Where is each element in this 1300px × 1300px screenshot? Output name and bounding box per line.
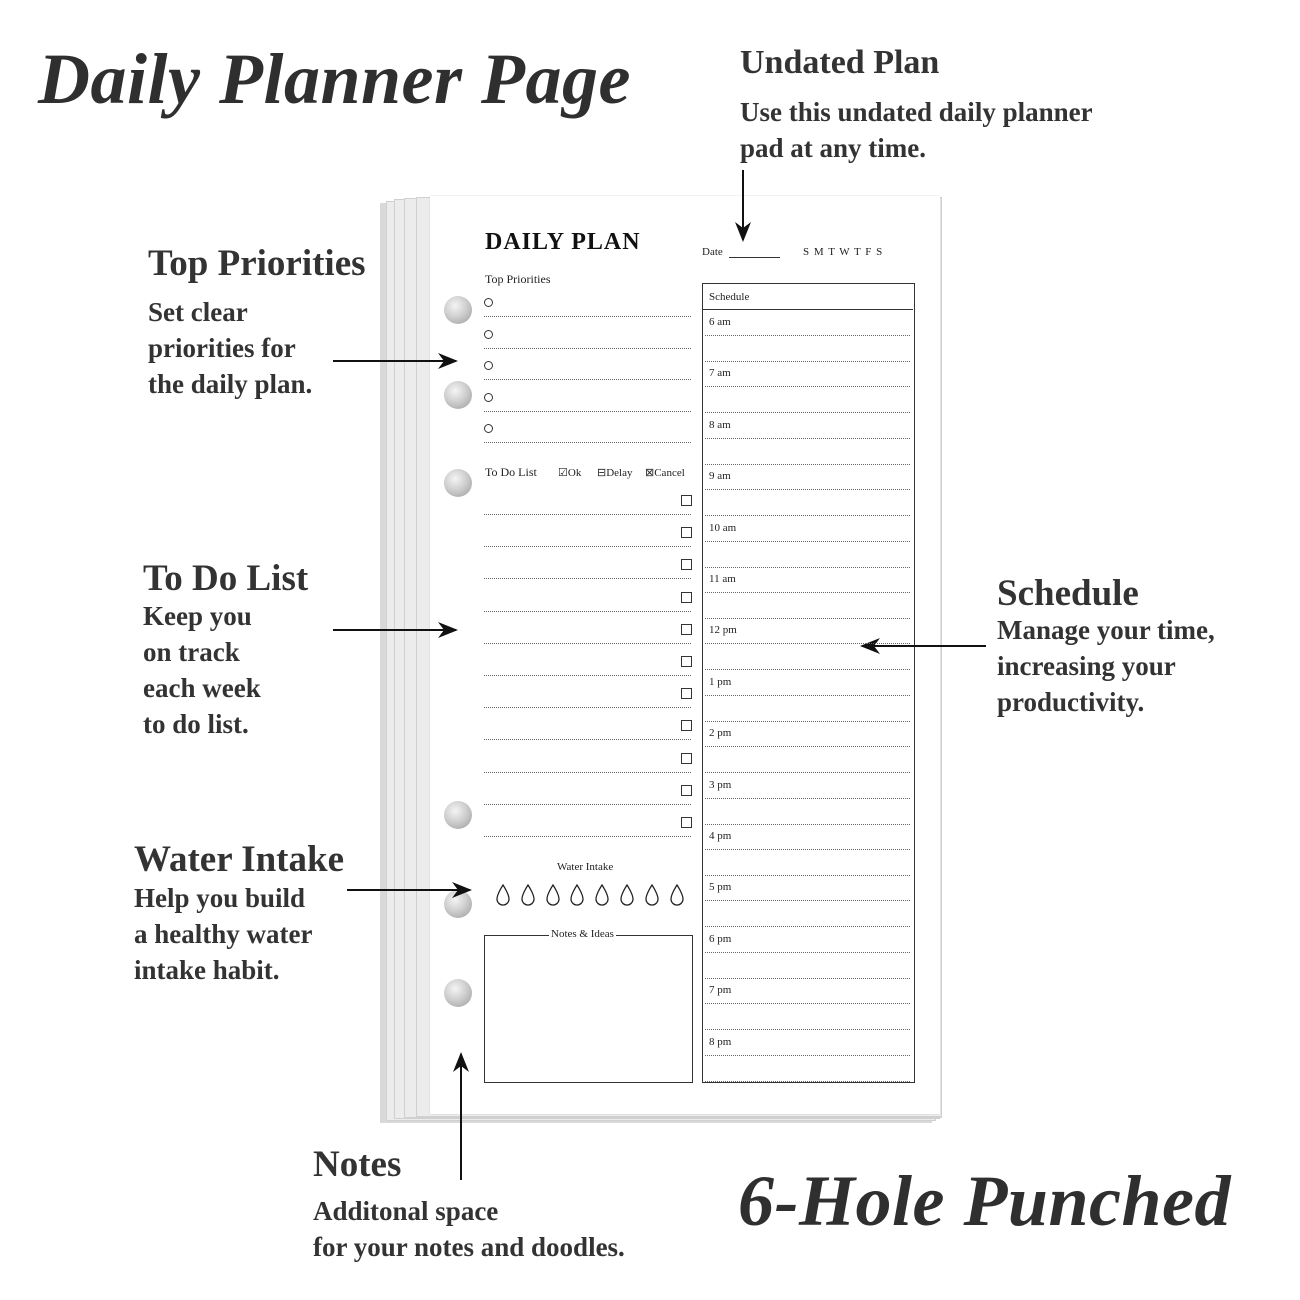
schedule-hour-label: 3 pm xyxy=(709,778,732,791)
todo-line[interactable] xyxy=(484,578,691,579)
schedule-line[interactable] xyxy=(705,798,910,799)
water-line-3: intake habit. xyxy=(134,955,280,985)
water-drop-icon[interactable] xyxy=(495,884,511,907)
schedule-line[interactable] xyxy=(705,978,910,979)
todo-line[interactable] xyxy=(484,675,691,676)
schedule-line-2: increasing your xyxy=(997,651,1176,681)
todo-line[interactable] xyxy=(484,836,691,837)
date-label: Date xyxy=(702,246,723,258)
schedule-line-3: productivity. xyxy=(997,687,1145,717)
schedule-line[interactable] xyxy=(705,386,910,387)
legend-cancel-label: Cancel xyxy=(654,467,685,479)
schedule-line[interactable] xyxy=(705,900,910,901)
todo-line[interactable] xyxy=(484,611,691,612)
priority-bullet xyxy=(484,298,493,307)
notes-label: Notes & Ideas xyxy=(551,928,614,940)
legend-delay: ⊟Delay xyxy=(597,467,633,479)
todo-checkbox[interactable] xyxy=(681,527,692,538)
schedule-line[interactable] xyxy=(705,1081,910,1082)
priorities-line-3: the daily plan. xyxy=(148,369,313,399)
todo-checkbox[interactable] xyxy=(681,495,692,506)
schedule-hour-label: 6 am xyxy=(709,316,731,328)
todo-line[interactable] xyxy=(484,643,691,644)
schedule-line[interactable] xyxy=(705,824,910,825)
schedule-line[interactable] xyxy=(705,926,910,927)
water-heading: Water Intake xyxy=(134,839,345,880)
undated-line-1: Use this undated daily planner xyxy=(740,97,1093,127)
schedule-hour-label: 10 am xyxy=(709,521,737,534)
todo-checkbox[interactable] xyxy=(681,720,692,731)
priorities-line-2: priorities for xyxy=(148,333,296,363)
priorities-heading: Top Priorities xyxy=(148,243,366,284)
water-line-2: a healthy water xyxy=(134,919,313,949)
schedule-line[interactable] xyxy=(705,695,910,696)
schedule-line[interactable] xyxy=(705,746,910,747)
todo-heading: To Do List xyxy=(143,558,309,599)
schedule-line[interactable] xyxy=(705,952,910,953)
water-drop-icon[interactable] xyxy=(545,884,561,907)
todo-line[interactable] xyxy=(484,707,691,708)
todo-checkbox[interactable] xyxy=(681,817,692,828)
schedule-line[interactable] xyxy=(705,849,910,850)
priority-bullet xyxy=(484,330,493,339)
schedule-label: Schedule xyxy=(709,291,750,303)
todo-line[interactable] xyxy=(484,804,691,805)
schedule-line[interactable] xyxy=(705,1029,910,1030)
priority-bullet xyxy=(484,361,493,370)
legend-delay-label: Delay xyxy=(606,467,633,479)
notes-line-2: for your notes and doodles. xyxy=(313,1232,625,1262)
schedule-line[interactable] xyxy=(705,875,910,876)
schedule-line[interactable] xyxy=(705,438,910,439)
priority-line[interactable] xyxy=(484,442,691,443)
undated-line-2: pad at any time. xyxy=(740,133,927,163)
schedule-hour-label: 12 pm xyxy=(709,624,737,637)
footer-title: 6-Hole Punched xyxy=(738,1161,1231,1241)
schedule-hour-label: 5 pm xyxy=(709,881,732,894)
schedule-line[interactable] xyxy=(705,772,910,773)
schedule-line[interactable] xyxy=(705,721,910,722)
todo-checkbox[interactable] xyxy=(681,656,692,667)
schedule-line[interactable] xyxy=(705,592,910,593)
schedule-line[interactable] xyxy=(705,515,910,516)
legend-ok-label: Ok xyxy=(567,467,582,479)
schedule-line[interactable] xyxy=(705,643,910,644)
priority-line[interactable] xyxy=(484,379,691,380)
notes-line-1: Additonal space xyxy=(313,1196,499,1226)
schedule-line[interactable] xyxy=(705,489,910,490)
water-drop-icon[interactable] xyxy=(569,884,585,907)
schedule-line[interactable] xyxy=(705,412,910,413)
priority-bullet xyxy=(484,424,493,433)
todo-line[interactable] xyxy=(484,739,691,740)
schedule-line[interactable] xyxy=(705,335,910,336)
undated-heading: Undated Plan xyxy=(740,44,940,81)
todo-line[interactable] xyxy=(484,514,691,515)
legend-ok: ☑Ok xyxy=(558,467,582,479)
priorities-line-1: Set clear xyxy=(148,297,248,327)
todo-line-4: to do list. xyxy=(143,709,249,739)
schedule-line[interactable] xyxy=(705,618,910,619)
schedule-line-1: Manage your time, xyxy=(997,615,1215,645)
schedule-hour-label: 8 pm xyxy=(709,1035,732,1048)
priority-line[interactable] xyxy=(484,411,691,412)
water-drop-icon[interactable] xyxy=(619,884,635,907)
water-drop-icon[interactable] xyxy=(594,884,610,907)
todo-checkbox[interactable] xyxy=(681,592,692,603)
todo-line-3: each week xyxy=(143,673,261,703)
legend-cancel: ⊠Cancel xyxy=(645,467,685,479)
schedule-hour-label: 1 pm xyxy=(709,675,732,688)
todo-checkbox[interactable] xyxy=(681,688,692,699)
schedule-line[interactable] xyxy=(705,464,910,465)
water-line-1: Help you build xyxy=(134,883,306,913)
schedule-hour-label: 4 pm xyxy=(709,830,732,842)
todo-checkbox[interactable] xyxy=(681,785,692,796)
schedule-hour-label: 2 pm xyxy=(709,727,732,740)
priorities-label: Top Priorities xyxy=(485,272,551,286)
schedule-hour-label: 7 pm xyxy=(709,984,732,997)
todo-label: To Do List xyxy=(485,465,537,479)
schedule-line[interactable] xyxy=(705,1003,910,1004)
water-drop-icon[interactable] xyxy=(520,884,536,907)
schedule-line[interactable] xyxy=(705,541,910,542)
schedule-hour-label: 9 am xyxy=(709,470,731,483)
water-label: Water Intake xyxy=(557,861,614,873)
schedule-heading: Schedule xyxy=(997,573,1139,614)
main-title: Daily Planner Page xyxy=(38,39,631,119)
todo-checkbox[interactable] xyxy=(681,559,692,570)
priority-line[interactable] xyxy=(484,348,691,349)
todo-checkbox[interactable] xyxy=(681,624,692,635)
priority-bullet xyxy=(484,393,493,402)
schedule-line[interactable] xyxy=(705,567,910,568)
priority-line[interactable] xyxy=(484,316,691,317)
weekday-letters: S M T W T F S xyxy=(803,246,884,258)
water-drop-icon[interactable] xyxy=(669,884,685,907)
water-drop-icon[interactable] xyxy=(644,884,660,907)
notes-heading: Notes xyxy=(313,1144,402,1185)
schedule-line[interactable] xyxy=(705,361,910,362)
schedule-hour-label: 11 am xyxy=(709,573,736,585)
schedule-line[interactable] xyxy=(705,669,910,670)
schedule-line[interactable] xyxy=(705,1055,910,1056)
todo-line-1: Keep you xyxy=(143,601,252,631)
schedule-hour-label: 6 pm xyxy=(709,932,732,945)
todo-line[interactable] xyxy=(484,772,691,773)
todo-checkbox[interactable] xyxy=(681,753,692,764)
schedule-hour-label: 8 am xyxy=(709,418,731,431)
planner-title: DAILY PLAN xyxy=(485,229,641,255)
todo-line[interactable] xyxy=(484,546,691,547)
todo-line-2: on track xyxy=(143,637,240,667)
schedule-hour-label: 7 am xyxy=(709,367,731,380)
